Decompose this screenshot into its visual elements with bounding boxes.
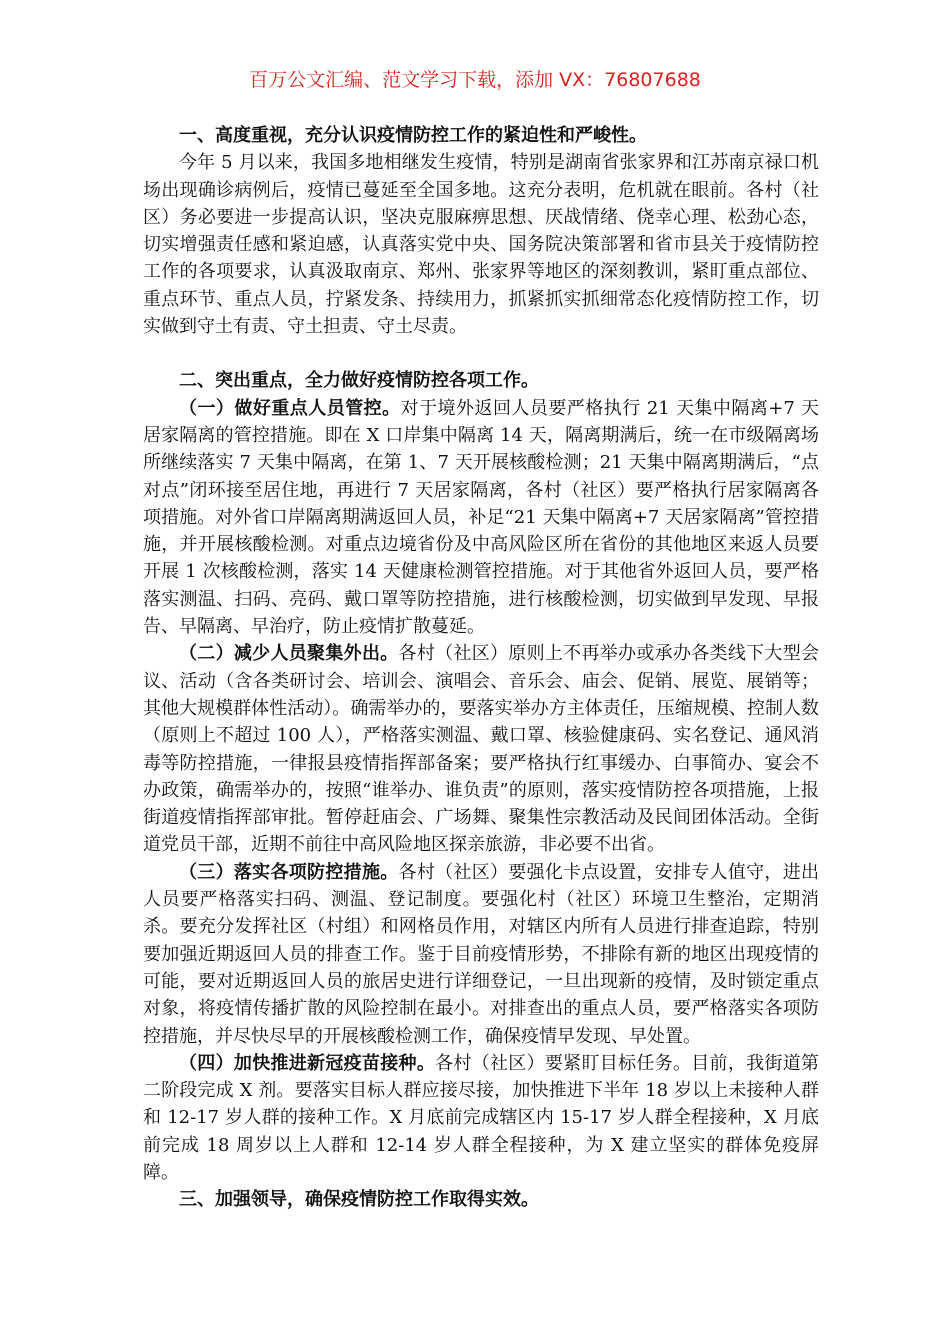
paragraph-text: 各村（社区）要强化卡点设置，安排专人值守，进出人员要严格落实扫码、测温、登记制度。要强化村（社区）环境卫生整治，定期消杀。要充分发挥社区（村组）和网格员作用，对辖区内所有人员进行排查追踪，特别要加强近期返回人员的排查工作。鉴于目前疫情形势，不排除有新的地区出现疫情的可能，要对近期返回人员的旅居史进行详细登记，一旦出现新的疫情，及时锁定重点对象，将疫情传播扩散的风险控制在最小。对排查出的重点人员，要严格落实各项防控措施，并尽快尽早的开展核酸检测工作，确保疫情早发现、早处置。: [143, 861, 819, 1047]
paragraph-text: 今年 5 月以来，我国多地相继发生疫情，特别是湖南省张家界和江苏南京禄口机场出现确诊病例后，疫情已蔓延至全国多地。这充分表明，危机就在眼前。各村（社区）务必要进一步提高认识，坚决克服麻痹思想、厌战情绪、侥幸心理、松劲心态，切实增强责任感和紧迫感，认真落实党中央、国务院决策部署和省市县关于疫情防控工作的各项要求，认真汲取南京、郑州、张家界等地区的深刻教训，紧盯重点部位、重点环节、重点人员，拧紧发条、持续用力，抓紧抓实抓细常态化疫情防控工作，切实做到守土有责、守土担责、守土尽责。: [143, 152, 819, 338]
document-body: [143, 122, 819, 1214]
paragraph-lead: （三）落实各项防控措施。: [179, 861, 399, 883]
paragraph: [143, 395, 819, 641]
paragraph-lead: （二）减少人员聚集外出。: [179, 643, 399, 665]
paragraph-text: 各村（社区）原则上不再举办或承办各类线下大型会议、活动（含各类研讨会、培训会、演唱会、音乐会、庙会、促销、展览、展销等；其他大规模群体性活动）。确需举办的，要落实举办方主体责任，压缩规模、控制人数（原则上不超过 100 人），严格落实测温、戴口罩、核验健康码、实名登记、通风消毒等防控措施，一律报县疫情指挥部备案；要严格执行红事缓办、白事简办、宴会不办政策，确需举办的，按照“谁举办、谁负责”的原则，落实疫情防控各项措施，上报街道疫情指挥部审批。暂停赶庙会、广场舞、聚集性宗教活动及民间团体活动。全街道党员干部，近期不前往中高风险地区探亲旅游，非必要不出省。: [143, 643, 819, 856]
paragraph: [143, 859, 819, 1050]
header-promo-text: 百万公文汇编、范文学习下载，添加 VX：76807688: [249, 69, 701, 91]
paragraph: [143, 149, 819, 340]
section-heading-1: 一、高度重视，充分认识疫情防控工作的紧迫性和严峻性。: [179, 125, 647, 146]
paragraph: [143, 1050, 819, 1186]
paragraph-text: 各村（社区）要紧盯目标任务。目前，我街道第二阶段完成 X 剂。要落实目标人群应接尽接，加快推进下半年 18 岁以上未接种人群和 12-17 岁人群的接种工作。X 月底前完成辖区内 15-17 岁人群全程接种，X 月底前完成 18 周岁以上人群和 12-14 岁人群全程接种，为 X 建立坚实的群体免疫屏障。: [143, 1052, 820, 1183]
paragraph-lead: （四）加快推进新冠疫苗接种。: [179, 1052, 436, 1074]
paragraph-lead: （一）做好重点人员管控。: [179, 397, 401, 419]
paragraph-text: 对于境外返回人员要严格执行 21 天集中隔离+7 天居家隔离的管控措施。即在 X 口岸集中隔离 14 天，隔离期满后，统一在市级隔离场所继续落实 7 天集中隔离，在第 1、7 天开展核酸检测；21 天集中隔离期满后，“点对点”闭环接至居住地，再进行 7 天居家隔离，各村（社区）要严格执行居家隔离各项措施。对外省口岸隔离期满返回人员，补足“21 天集中隔离+7 天居家隔离”管控措施，并开展核酸检测。对重点边境省份及中高风险区所在省份的其他地区来返人员要开展 1 次核酸检测，落实 14 天健康检测管控措施。对于其他省外返回人员，要严格落实测温、扫码、亮码、戴口罩等防控措施，进行核酸检测，切实做到早发现、早报告、早隔离、早治疗，防止疫情扩散蔓延。: [143, 397, 820, 638]
paragraph: [143, 640, 819, 858]
section-heading-3: 三、加强领导，确保疫情防控工作取得实效。: [179, 1189, 539, 1211]
section-spacer: [143, 340, 819, 367]
section-heading-2: 二、突出重点，全力做好疫情防控各项工作。: [179, 370, 539, 392]
